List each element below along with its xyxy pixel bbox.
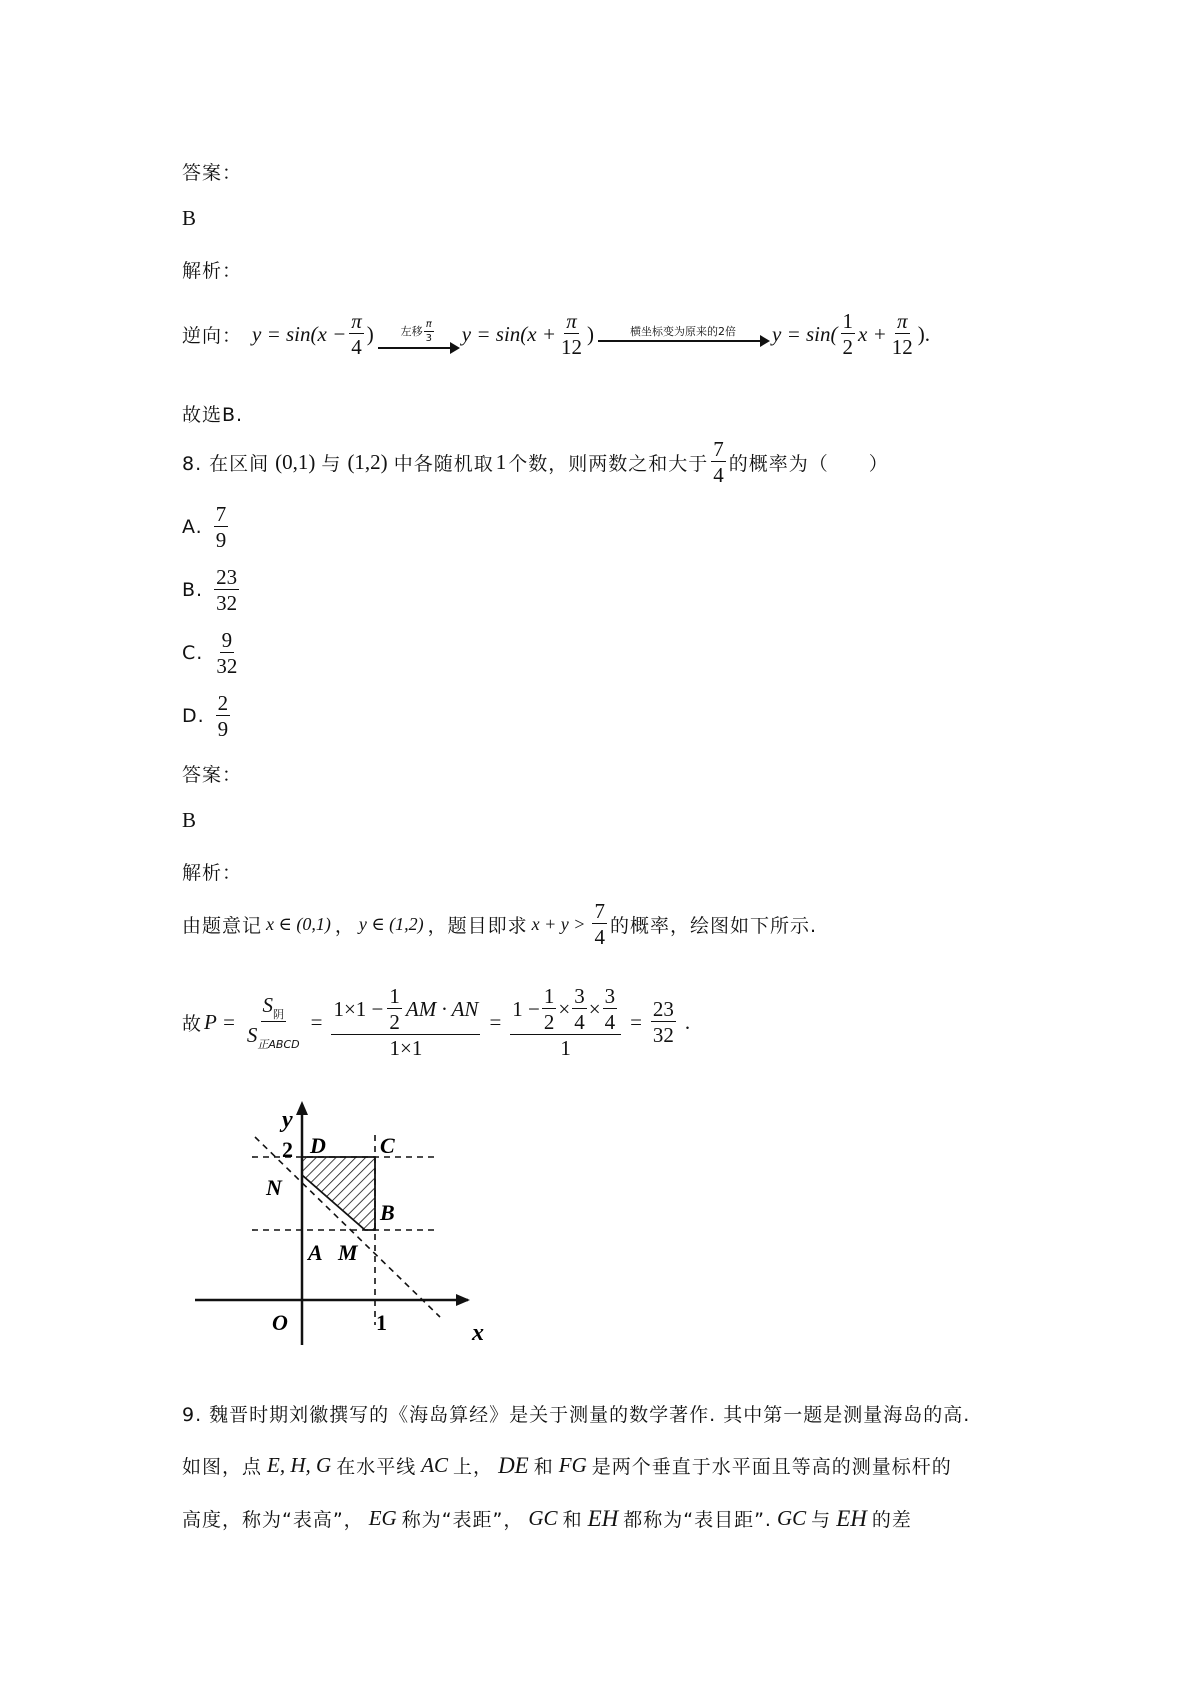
label-1: 1 [376, 1310, 387, 1335]
option-d: D. $\frac{2}{9}$ [182, 691, 229, 742]
label-B: B [380, 1200, 395, 1225]
f2-rparen: ) [587, 321, 595, 346]
f3-frac-half: $\frac{1}{2}$ [842, 309, 854, 360]
label-y: y [282, 1107, 293, 1133]
f3-rparen: ). [917, 321, 931, 346]
label-2: 2 [282, 1137, 293, 1162]
conclusion: 故选B. [182, 404, 244, 426]
f1-frac: $\frac{\pi}{4}$ [351, 309, 362, 360]
x-axis-arrow [456, 1294, 470, 1306]
answer-value: B [182, 206, 197, 230]
arrow-shift-left: 左移 $\frac{\pi}{3}$ [378, 320, 458, 349]
probability-formula: 故 P = $\frac{S_阴}{S_{正ABCD}}$ = 1×1 − $\frac{1}{2}$ AM · AN 1×1 = 1 − $\frac{1}{2}$ × $\frac{3}{4}$ × $\frac{3}{4}$ 1 = $\frac{23}{32}$ . [182, 984, 691, 1061]
geometry-diagram [190, 1095, 500, 1355]
option-c: C. $\frac{9}{32}$ [182, 628, 238, 679]
q9-line2: 如图，点 E, H, G 在水平线 AC 上， DE 和 FG 是两个垂直于水平面且等高的测量标杆的 [182, 1452, 952, 1478]
label-x: x [472, 1320, 484, 1346]
analysis-label: 解析： [182, 260, 243, 282]
f2-frac: $\frac{\pi}{12}$ [561, 309, 583, 360]
label-D: D [310, 1133, 326, 1158]
label-M: M [338, 1240, 358, 1265]
f3-mid: x + [858, 321, 887, 346]
f2-lhs: y = sin(x + [461, 321, 557, 346]
label-N: N [266, 1175, 282, 1200]
arrow-stretch: 横坐标变为原来的2倍 [598, 326, 768, 342]
q8-answer-value: B [182, 808, 197, 832]
label-A: A [308, 1240, 323, 1265]
y-axis-arrow [296, 1101, 308, 1115]
q9-line1: 9. 魏晋时期刘徽撰写的《海岛算经》是关于测量的数学著作. 其中第一题是测量海岛的高. [182, 1404, 971, 1426]
label-O: O [272, 1310, 288, 1335]
label-C: C [380, 1133, 395, 1158]
q8-frac: $\frac{7}{4}$ [713, 437, 724, 488]
option-b: B. $\frac{23}{32}$ [182, 565, 238, 616]
transform-formula [182, 310, 930, 358]
f3-frac-pi: $\frac{\pi}{12}$ [891, 309, 913, 360]
reverse-prefix: 逆向： [182, 324, 243, 347]
q8-answer-label: 答案： [182, 764, 243, 786]
q9-line3: 高度，称为“表高”， EG 称为“表距”， GC 和 EH 都称为“表目距”. GC 与 EH 的差 [182, 1505, 912, 1531]
q8-analysis-text: 由题意记 x ∈ (0,1) ， y ∈ (1,2) ，题目即求 x + y > $\frac{7}{4}$ 的概率，绘图如下所示. [182, 899, 817, 950]
f1-lhs: y = sin(x − [252, 321, 347, 346]
q8-analysis-label: 解析： [182, 862, 243, 884]
answer-label: 答案： [182, 162, 243, 184]
option-a: A. $\frac{7}{9}$ [182, 502, 227, 553]
q8-stem: 8. 在区间 (0,1) 与 (1,2) 中各随机取 1 个数，则两数之和大于 $\frac{7}{4}$ 的概率为（ ） [182, 437, 889, 488]
f1-rparen: ) [366, 321, 374, 346]
f3-lhs: y = sin( [772, 321, 838, 346]
